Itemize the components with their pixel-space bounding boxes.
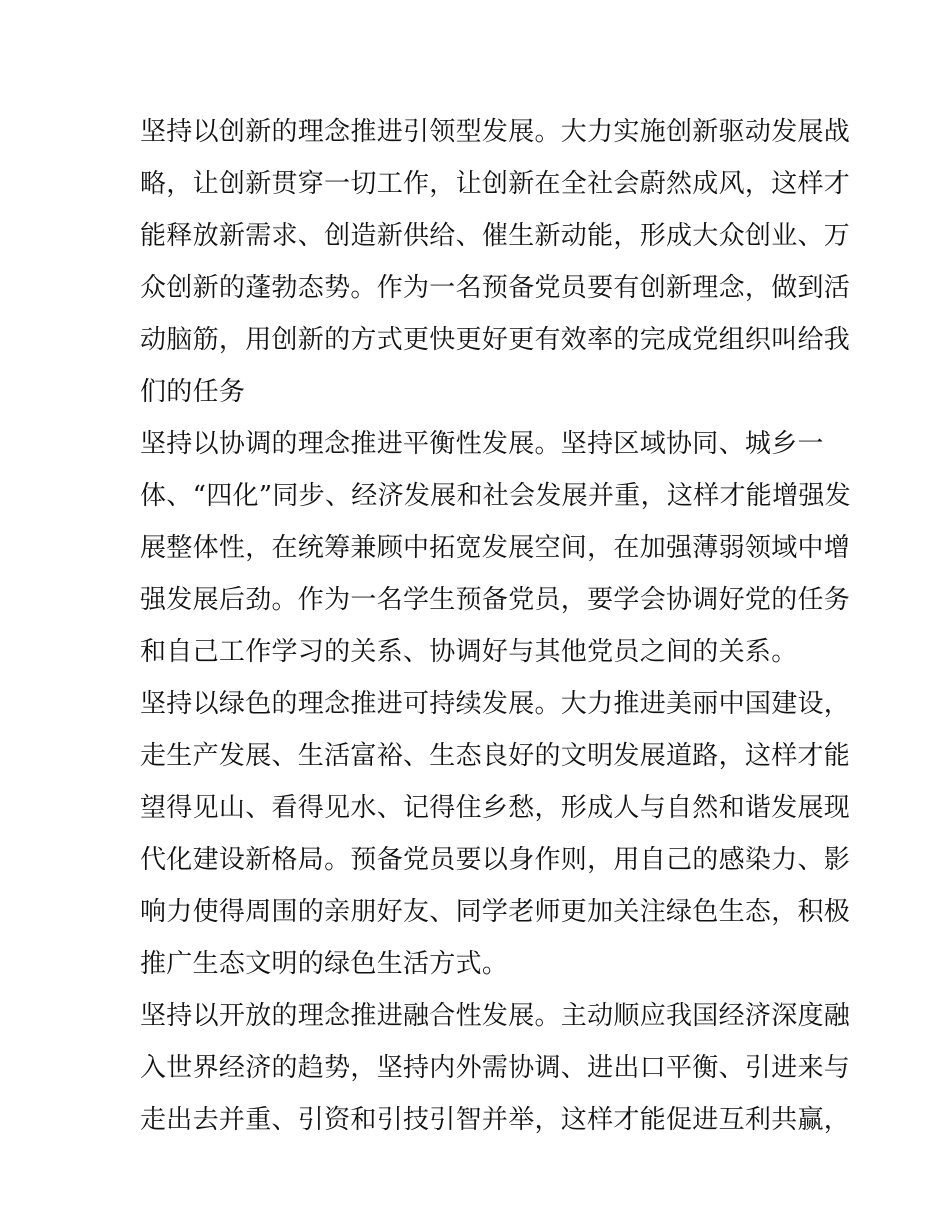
text-line: 坚持以协调的理念推进平衡性发展。坚持区域协同、城乡一 [140,429,824,459]
text-line: 响力使得周围的亲朋好友、同学老师更加关注绿色生态，积极 [140,897,851,927]
body-text [140,106,851,1146]
text-line: 代化建设新格局。预备党员要以身作则，用自己的感染力、影 [140,845,851,875]
text-line: 走生产发展、生活富裕、生态良好的文明发展道路，这样才能 [140,741,851,771]
text-line: 和自己工作学习的关系、协调好与其他党员之间的关系。 [140,637,798,667]
text-line: 能释放新需求、创造新供给、催生新动能，形成大众创业、万 [140,221,851,251]
text-line: 入世界经济的趋势，坚持内外需协调、进出口平衡、引进来与 [140,1053,851,1083]
text-line: 望得见山、看得见水、记得住乡愁，形成人与自然和谐发展现 [140,793,851,823]
text-line: 动脑筋，用创新的方式更快更好更有效率的完成党组织叫给我 [140,325,851,355]
text-line: 体、“四化”同步、经济发展和社会发展并重，这样才能增强发 [140,481,851,511]
text-line: 坚持以开放的理念推进融合性发展。主动顺应我国经济深度融 [140,1001,851,1031]
text-line: 略，让创新贯穿一切工作，让创新在全社会蔚然成风，这样才 [140,169,851,199]
text-line: 强发展后劲。作为一名学生预备党员，要学会协调好党的任务 [140,585,851,615]
text-line: 展整体性，在统筹兼顾中拓宽发展空间，在加强薄弱领域中增 [140,533,851,563]
text-line: 走出去并重、引资和引技引智并举，这样才能促进互利共赢， [140,1105,851,1135]
text-line: 坚持以绿色的理念推进可持续发展。大力推进美丽中国建设， [140,689,851,719]
text-line: 推广生态文明的绿色生活方式。 [140,949,509,979]
text-line: 坚持以创新的理念推进引领型发展。大力实施创新驱动发展战 [140,117,851,147]
text-line: 众创新的蓬勃态势。作为一名预备党员要有创新理念，做到活 [140,273,851,303]
text-line: 们的任务 [140,377,246,407]
